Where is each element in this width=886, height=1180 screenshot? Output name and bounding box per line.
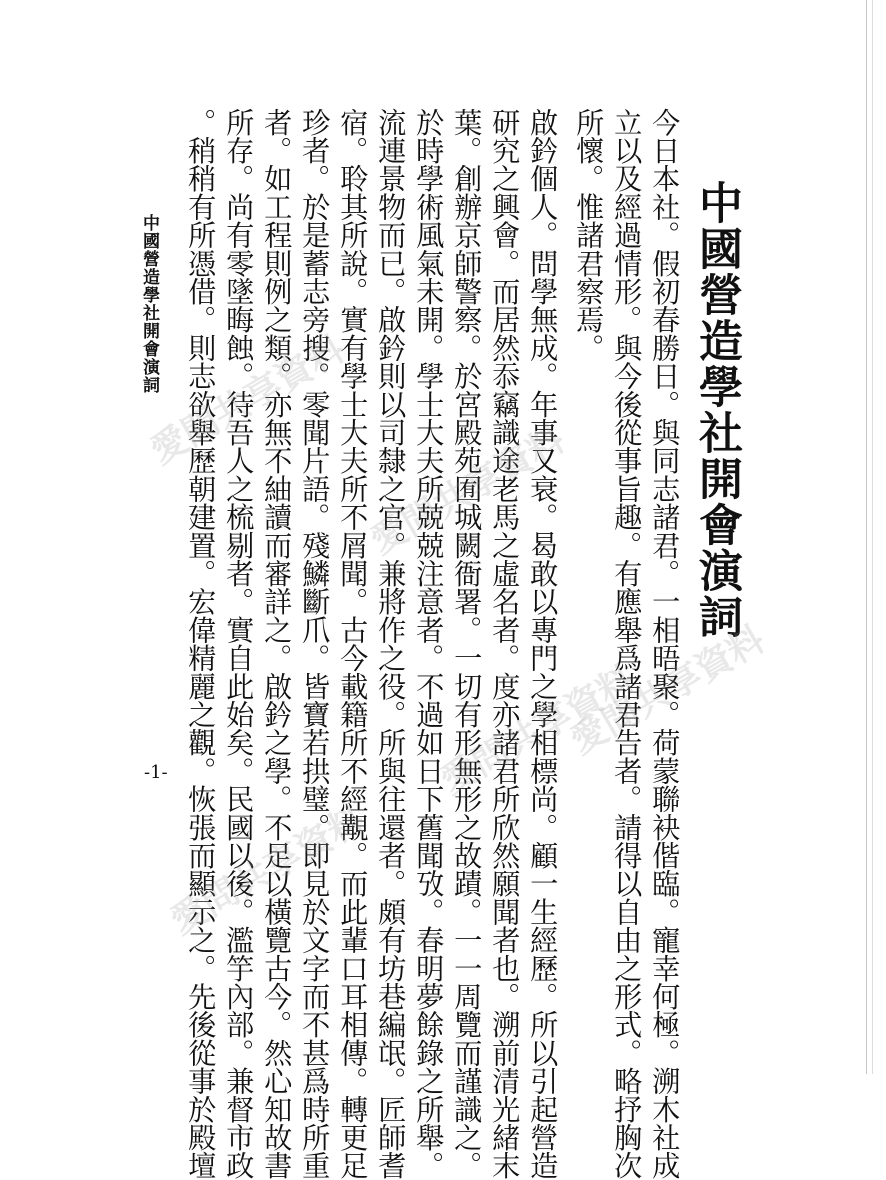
text-column: 葉。創辦京師警察。於宮殿苑囿城闕衙署。一切有形無形之故蹟。一一周覽而謹識之。 xyxy=(450,108,484,1180)
text-column: 所懷。惟諸君察焉。 xyxy=(572,108,606,362)
document-title: 中國營造學社開會演詞 xyxy=(691,180,742,640)
page-number: -1- xyxy=(144,762,168,783)
text-column: 今日本社。假初春勝日。與同志諸君。一相晤聚。荷蒙聯袂偕臨。寵幸何極。溯木社成 xyxy=(648,108,682,1180)
text-column: 於時學術風氣未開。學士大夫所兢兢注意者。不過如日下舊聞攷。春明夢餘錄之所舉。 xyxy=(412,108,446,1180)
text-column: 。稍稍有所憑借。則志欲舉歷朝建置。宏偉精麗之觀。恢張而顯示之。先後從事於殿壇 xyxy=(184,108,218,1180)
text-column: 啟鈐個人。問學無成。年事又衰。曷敢以專門之學相標尚。顧一生經歷。所以引起營造 xyxy=(526,108,560,1180)
text-column: 珍者。於是蓄志旁搜。零聞片語。殘鱗斷爪。皆寶若拱璧。即見於文字而不甚爲時所重 xyxy=(298,108,332,1180)
scan-edge-line xyxy=(866,0,867,1074)
text-column: 所存。尚有零墜晦蝕。待吾人之梳剔者。實自此始矣。民國以後。濫竽內部。兼督市政 xyxy=(222,108,256,1180)
text-column: 立以及經過情形。與今後從事旨趣。有應舉爲諸君告者。請得以自由之形式。略抒胸次 xyxy=(610,108,644,1180)
watermark: 愛問共享資料 xyxy=(144,328,352,473)
text-column: 研究之興會。而居然忝竊識途老馬之虛名者。度亦諸君所欣然願聞者也。溯前清光緒末 xyxy=(488,108,522,1180)
text-column: 流連景物而已。啟鈐則以司隸之官。兼將作之役。所與往還者。頗有坊巷編氓。匠師耆 xyxy=(374,108,408,1180)
running-head: 中國營造學社開會演詞 xyxy=(139,214,159,394)
text-column: 宿。聆其所說。實有學士大夫所不屑聞。古今載籍所不經覯。而此輩口耳相傳。轉更足 xyxy=(336,108,370,1180)
watermark: 愛問共享資料 xyxy=(164,798,372,943)
scan-edge-line xyxy=(872,0,873,1074)
watermark: 愛問共享資料 xyxy=(434,658,642,803)
text-column: 者。如工程則例之類。亦無不紬讀而審詳之。啟鈐之學。不足以橫覽古今。然心知故書 xyxy=(260,108,294,1180)
watermark: 愛問共享資料 xyxy=(364,418,572,563)
watermark: 愛問共享資料 xyxy=(564,618,772,763)
